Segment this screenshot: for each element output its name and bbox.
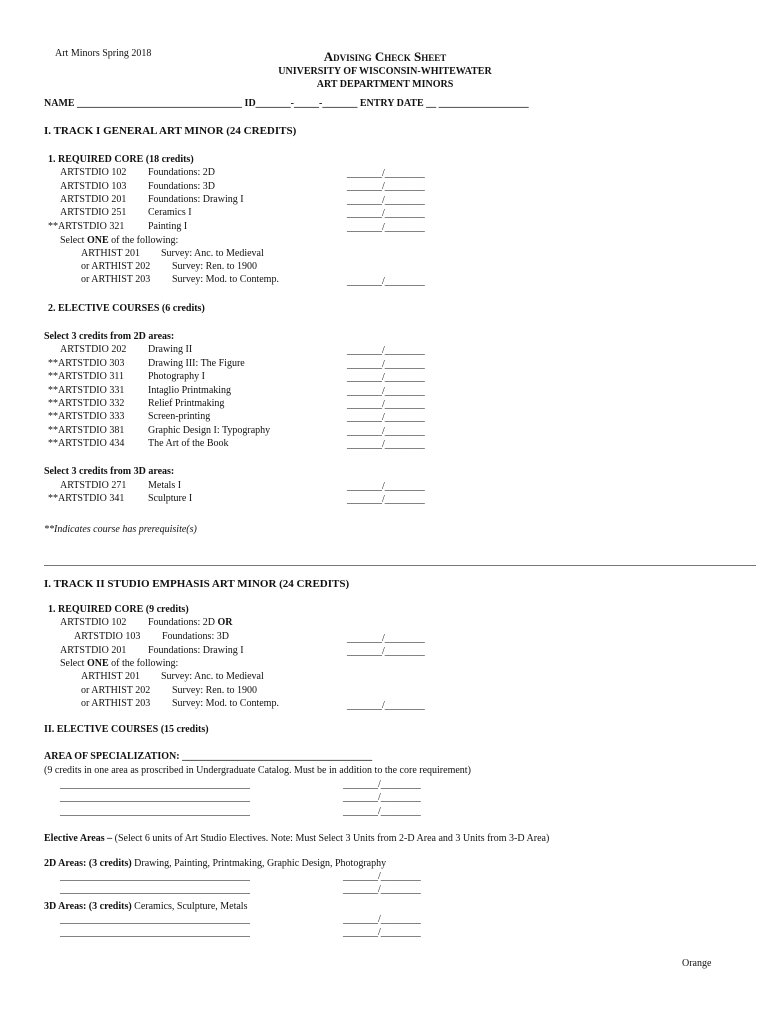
course-title: Foundations: 3D [162, 631, 229, 642]
course-title: Sculpture I [148, 493, 193, 504]
course-row [60, 617, 232, 628]
grade-blank[interactable]: _______/________ [343, 779, 421, 790]
course-code: ARTSTDIO 103 [60, 181, 127, 192]
select-bold: ONE [86, 235, 109, 246]
course-title: Drawing II [148, 344, 193, 355]
course-title: Graphic Design I: Typography [148, 425, 271, 436]
course-title: Foundations: Drawing I [148, 645, 244, 656]
track2-core-heading: 1. REQUIRED CORE (9 credits) [48, 604, 189, 615]
track1-elective-heading: 2. ELECTIVE COURSES (6 credits) [48, 303, 205, 314]
course-title: Photography I [148, 371, 205, 382]
course-row [60, 207, 192, 218]
course-row [48, 385, 231, 396]
select-bold: ONE [86, 658, 109, 669]
course-row [60, 480, 181, 491]
course-code: **ARTSTDIO 381 [48, 425, 125, 436]
grade-blank[interactable]: _______/________ [343, 871, 421, 882]
grade-blank[interactable]: _______/________ [347, 399, 425, 410]
course-title: Foundations: Drawing I [148, 194, 244, 205]
course-title: Survey: Ren. to 1900 [172, 685, 257, 696]
course-blank[interactable]: ______________________________________ [60, 914, 250, 925]
area2d-heading: Select 3 credits from 2D areas: [44, 331, 175, 342]
course-title: Intaglio Printmaking [148, 385, 232, 396]
course-code: **ARTSTDIO 303 [48, 358, 125, 369]
grade-blank[interactable]: _______/________ [347, 386, 425, 397]
course-title: Drawing III: The Figure [148, 358, 245, 369]
course-title: Screen-printing [148, 411, 211, 422]
course-title: Foundations: 2D [148, 167, 215, 178]
track1-heading: I. TRACK I GENERAL ART MINOR (24 CREDITS) [44, 125, 297, 137]
select-prefix: Select [60, 658, 87, 669]
course-code: ARTHIST 201 [81, 671, 140, 682]
grade-blank[interactable]: _______/________ [347, 222, 425, 233]
course-blank[interactable]: ______________________________________ [60, 792, 250, 803]
course-title: Foundations: 3D [148, 181, 215, 192]
course-code: ARTSTDIO 251 [60, 207, 127, 218]
or-label: OR [217, 617, 233, 628]
course-blank[interactable]: ______________________________________ [60, 884, 250, 895]
specialization-row [44, 751, 372, 762]
course-row [60, 181, 215, 192]
course-code: ARTSTDIO 201 [60, 645, 127, 656]
course-blank[interactable]: ______________________________________ [60, 806, 250, 817]
areas-2d-text: Drawing, Painting, Printmaking, Graphic Design, Photography [134, 858, 387, 869]
course-title: Survey: Ren. to 1900 [172, 261, 257, 272]
course-row [48, 411, 210, 422]
course-row [74, 631, 229, 642]
select-one-note [60, 235, 178, 246]
course-code: **ARTSTDIO 331 [48, 385, 125, 396]
grade-blank[interactable]: _______/________ [347, 359, 425, 370]
grade-blank[interactable]: _______/________ [347, 412, 425, 423]
university-name: UNIVERSITY OF WISCONSIN-WHITEWATER [278, 66, 492, 77]
course-code: **ARTSTDIO 434 [48, 438, 125, 449]
course-title: Foundations: 2D [148, 617, 218, 628]
course-row [81, 261, 257, 272]
course-blank[interactable]: ______________________________________ [60, 927, 250, 938]
course-code: **ARTSTDIO 321 [48, 221, 125, 232]
course-code: ARTSTDIO 102 [60, 167, 127, 178]
course-row [60, 167, 215, 178]
course-code: or ARTHIST 203 [81, 698, 151, 709]
course-row [48, 358, 245, 369]
course-code: or ARTHIST 202 [81, 261, 151, 272]
section-divider [44, 565, 756, 566]
area3d-heading: Select 3 credits from 3D areas: [44, 466, 175, 477]
course-code: or ARTHIST 202 [81, 685, 151, 696]
grade-blank[interactable]: _______/________ [347, 181, 425, 192]
student-info-line[interactable]: NAME _________________________________ ID_______-_____-_______ ENTRY DATE __ __________________ [44, 98, 529, 109]
grade-blank[interactable]: _______/________ [347, 276, 425, 287]
select-one-note [60, 658, 178, 669]
track1-core-heading: 1. REQUIRED CORE (18 credits) [48, 154, 194, 165]
course-blank[interactable]: ______________________________________ [60, 779, 250, 790]
areas-2d-row [44, 858, 386, 869]
course-row [48, 398, 224, 409]
term-label: Art Minors Spring 2018 [55, 48, 152, 59]
course-title: Survey: Mod. to Contemp. [172, 274, 279, 285]
elective-areas-label: Elective Areas – [44, 833, 115, 844]
specialization-field[interactable]: ______________________________________ [182, 751, 373, 762]
prerequisite-note: **Indicates course has prerequisite(s) [44, 524, 197, 535]
grade-blank[interactable]: _______/________ [347, 345, 425, 356]
course-row [81, 671, 264, 682]
areas-3d-text: Ceramics, Sculpture, Metals [134, 901, 248, 912]
course-code: or ARTHIST 203 [81, 274, 151, 285]
course-code: **ARTSTDIO 341 [48, 493, 125, 504]
grade-blank[interactable]: _______/________ [347, 700, 425, 711]
grade-blank[interactable]: _______/________ [347, 494, 425, 505]
course-row [60, 194, 244, 205]
select-suffix: of the following: [108, 235, 179, 246]
course-title: The Art of the Book [148, 438, 229, 449]
specialization-note: (9 credits in one area as proscribed in Undergraduate Catalog. Must be in addition to the core requirement) [44, 765, 471, 776]
course-title: Ceramics I [148, 207, 192, 218]
course-code: ARTSTDIO 201 [60, 194, 127, 205]
course-title: Survey: Anc. to Medieval [161, 248, 264, 259]
course-code: **ARTSTDIO 333 [48, 411, 125, 422]
course-title: Survey: Mod. to Contemp. [172, 698, 279, 709]
course-row [81, 248, 264, 259]
course-code: ARTSTDIO 271 [60, 480, 127, 491]
course-row [81, 274, 279, 285]
specialization-label: AREA OF SPECIALIZATION: [44, 751, 183, 762]
grade-blank[interactable]: _______/________ [343, 884, 421, 895]
course-row [48, 371, 205, 382]
color-code-label: Orange [682, 958, 712, 969]
course-row [48, 221, 187, 232]
areas-3d-row [44, 901, 247, 912]
select-prefix: Select [60, 235, 87, 246]
grade-blank[interactable]: _______/________ [347, 481, 425, 492]
grade-blank[interactable]: _______/________ [347, 208, 425, 219]
grade-blank[interactable]: _______/________ [347, 439, 425, 450]
course-title: Survey: Anc. to Medieval [161, 671, 264, 682]
grade-blank[interactable]: _______/________ [343, 927, 421, 938]
track2-elective-heading: II. ELECTIVE COURSES (15 credits) [44, 724, 209, 735]
course-code: ARTSTDIO 202 [60, 344, 127, 355]
course-code: ARTHIST 201 [81, 248, 140, 259]
course-row [48, 493, 192, 504]
course-title: Painting I [148, 221, 188, 232]
course-code: ARTSTDIO 103 [74, 631, 141, 642]
grade-blank[interactable]: _______/________ [347, 633, 425, 644]
course-row [60, 344, 192, 355]
grade-blank[interactable]: _______/________ [343, 792, 421, 803]
department-name: ART DEPARTMENT MINORS [316, 79, 454, 90]
grade-blank[interactable]: _______/________ [343, 914, 421, 925]
course-row [60, 645, 244, 656]
grade-blank[interactable]: _______/________ [347, 168, 425, 179]
grade-blank[interactable]: _______/________ [343, 806, 421, 817]
course-row [81, 698, 279, 709]
elective-areas-text: (Select 6 units of Art Studio Electives. Note: Must Select 3 Units from 2-D Area and 3 Units from 3-D Area) [114, 833, 550, 844]
course-row [48, 438, 229, 449]
grade-blank[interactable]: _______/________ [347, 195, 425, 206]
grade-blank[interactable]: _______/________ [347, 426, 425, 437]
areas-2d-label: 2D Areas: (3 credits) [44, 858, 135, 869]
course-title: Relief Printmaking [148, 398, 225, 409]
grade-blank[interactable]: _______/________ [347, 372, 425, 383]
course-row [81, 685, 257, 696]
track2-heading: I. TRACK II STUDIO EMPHASIS ART MINOR (24 CREDITS) [44, 578, 350, 590]
select-suffix: of the following: [108, 658, 179, 669]
course-code: **ARTSTDIO 332 [48, 398, 125, 409]
areas-3d-label: 3D Areas: (3 credits) [44, 901, 135, 912]
course-title: Metals I [148, 480, 182, 491]
course-code: **ARTSTDIO 311 [48, 371, 124, 382]
elective-areas-note [44, 833, 549, 844]
course-code: ARTSTDIO 102 [60, 617, 127, 628]
grade-blank[interactable]: _______/________ [347, 646, 425, 657]
course-row [48, 425, 270, 436]
course-blank[interactable]: ______________________________________ [60, 871, 250, 882]
page-title: Advising Check Sheet [323, 49, 447, 64]
